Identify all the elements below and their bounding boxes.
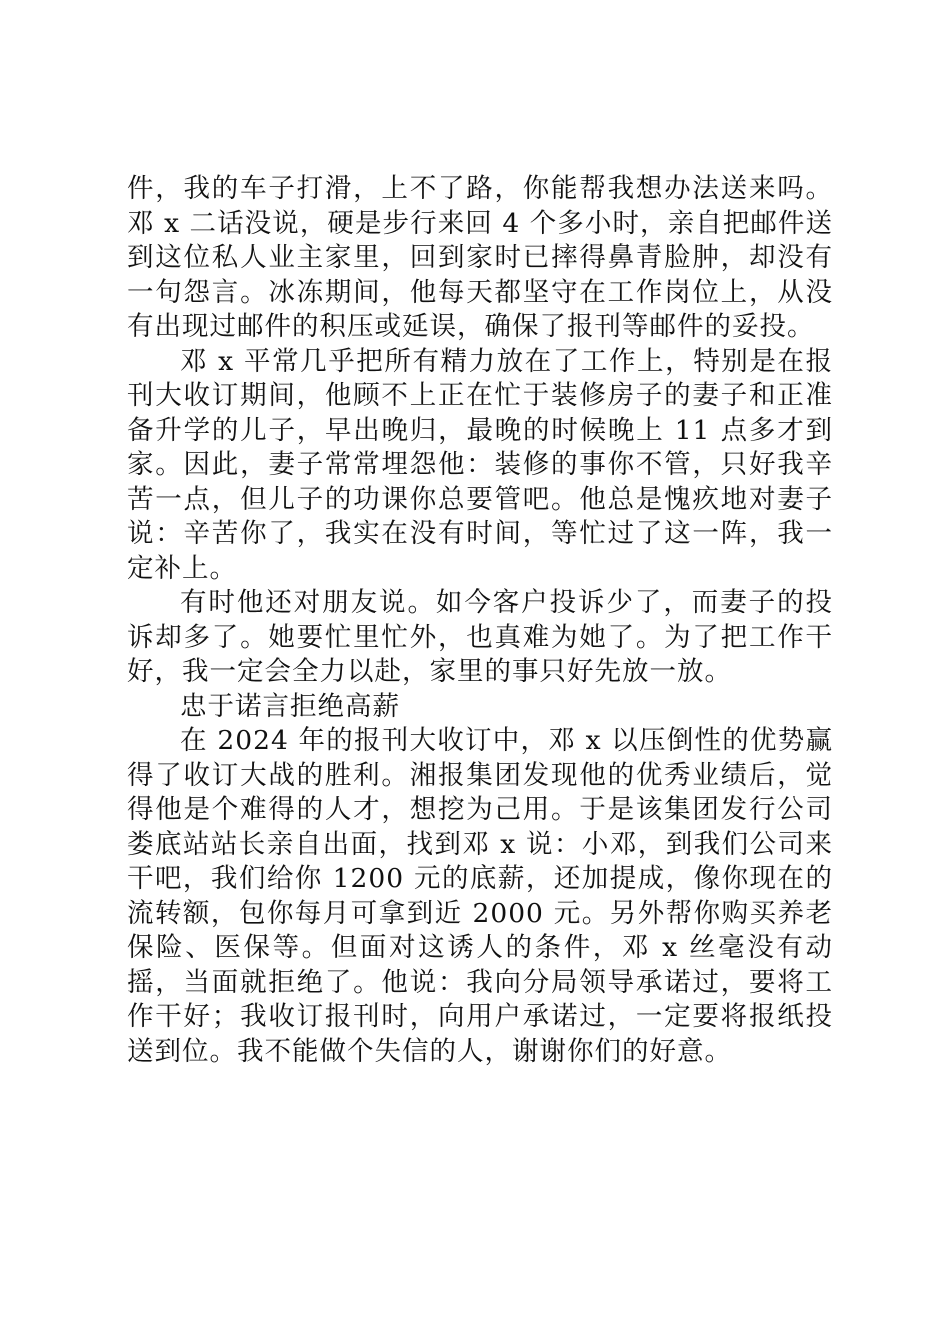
paragraph: 在 2024 年的报刊大收订中，邓 x 以压倒性的优势赢得了收订大战的胜利。湘报集团发现他的优秀业绩后，觉得他是个难得的人才，想挖为己用。于是该集团发行公司娄底站站长亲自出面，找到邓 x 说：小邓，到我们公司来干吧，我们给你 1200 元的底薪，还加提成，像你现在的流转额，包你每月可拿到近 2000 元。另外帮你购买养老保险、医保等。但面对这诱人的条件，邓 x 丝毫没有动摇，当面就拒绝了。他说：我向分局领导承诺过，要将工作干好；我收订报刊时，向用户承诺过，一定要将报纸投送到位。我不能做个失信的人，谢谢你们的好意。 [127, 725, 833, 1067]
document-body [127, 172, 833, 1069]
paragraph-continued: 件，我的车子打滑，上不了路，你能帮我想办法送来吗。邓 x 二话没说，硬是步行来回 4 个多小时，亲自把邮件送到这位私人业主家里，回到家时已摔得鼻青脸肿，却没有一句怨言。冰冻期间，他每天都坚守在工作岗位上，从没有出现过邮件的积压或延误，确保了报刊等邮件的妥投。 [127, 173, 833, 342]
paragraph: 邓 x 平常几乎把所有精力放在了工作上，特别是在报刊大收订期间，他顾不上正在忙于装修房子的妻子和正准备升学的儿子，早出晚归，最晚的时候晚上 11 点多才到家。因此，妻子常常埋怨他：装修的事你不管，只好我辛苦一点，但儿子的功课你总要管吧。他总是愧疚地对妻子说：辛苦你了，我实在没有时间，等忙过了这一阵，我一定补上。 [127, 345, 833, 584]
paragraph: 有时他还对朋友说。如今客户投诉少了，而妻子的投诉却多了。她要忙里忙外，也真难为她了。为了把工作干好，我一定会全力以赴，家里的事只好先放一放。 [127, 587, 833, 687]
section-heading: 忠于诺言拒绝高薪 [180, 690, 400, 722]
